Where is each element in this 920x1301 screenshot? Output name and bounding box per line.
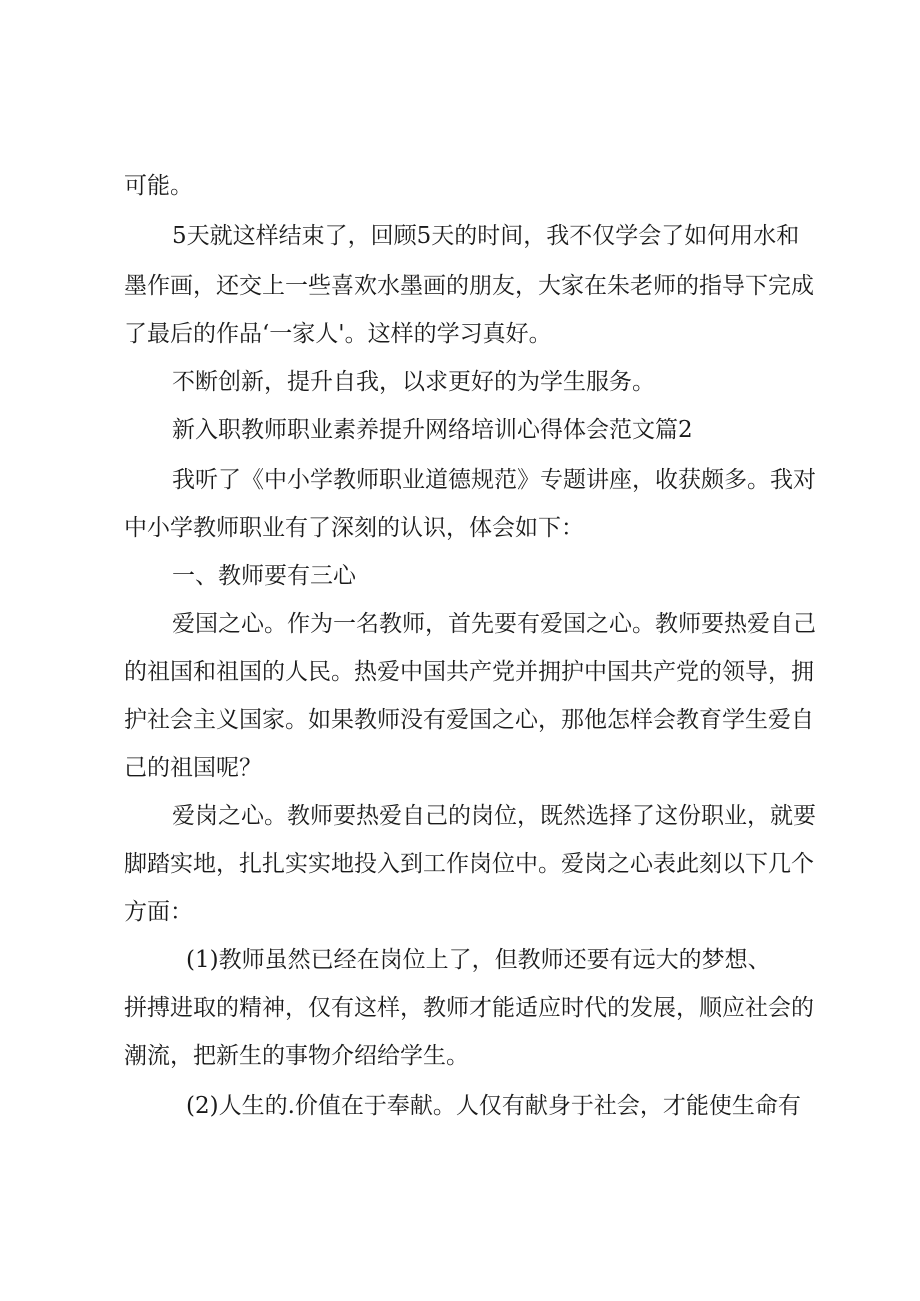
- text-line: 中小学教师职业有了深刻的认识，体会如下：: [124, 515, 584, 541]
- text-line: 了最后的作品‘一家人'。这样的学习真好。: [124, 321, 552, 347]
- list-item: (2)人生的.价值在于奉献。人仅有献身于社会，才能使生命有: [186, 1093, 801, 1119]
- text-line: 可能。: [124, 173, 193, 199]
- text-line: 墨作画，还交上一些喜欢水墨画的朋友，大家在朱老师的指导下完成: [124, 273, 814, 299]
- text-line: 方面：: [124, 899, 193, 925]
- text-line: 拼搏进取的精神，仅有这样，教师才能适应时代的发展，顺应社会的: [124, 995, 814, 1021]
- list-item: (1)教师虽然已经在岗位上了，但教师还要有远大的梦想、: [186, 947, 771, 973]
- subheading: 一、教师要有三心: [172, 563, 356, 589]
- text-line: 我听了《中小学教师职业道德规范》专题讲座，收获颇多。我对: [172, 467, 816, 493]
- text-line: 不断创新，提升自我，以求更好的为学生服务。: [172, 369, 655, 395]
- text-line: 己的祖国呢？: [124, 755, 262, 781]
- text-line: 潮流，把新生的事物介绍给学生。: [124, 1043, 469, 1069]
- text-line: 护社会主义国家。如果教师没有爱国之心，那他怎样会教育学生爱自: [124, 707, 814, 733]
- text-line: 爱国之心。作为一名教师，首先要有爱国之心。教师要热爱自己: [172, 611, 816, 637]
- text-line: 脚踏实地，扎扎实实地投入到工作岗位中。爱岗之心表此刻以下几个: [124, 851, 814, 877]
- text-line: 的祖国和祖国的人民。热爱中国共产党并拥护中国共产党的领导，拥: [124, 659, 814, 685]
- text-line: 爱岗之心。教师要热爱自己的岗位，既然选择了这份职业，就要: [172, 803, 816, 829]
- text-line: 5天就这样结束了，回顾5天的时间，我不仅学会了如何用水和: [172, 223, 800, 249]
- section-heading: 新入职教师职业素养提升网络培训心得体会范文篇2: [172, 417, 693, 443]
